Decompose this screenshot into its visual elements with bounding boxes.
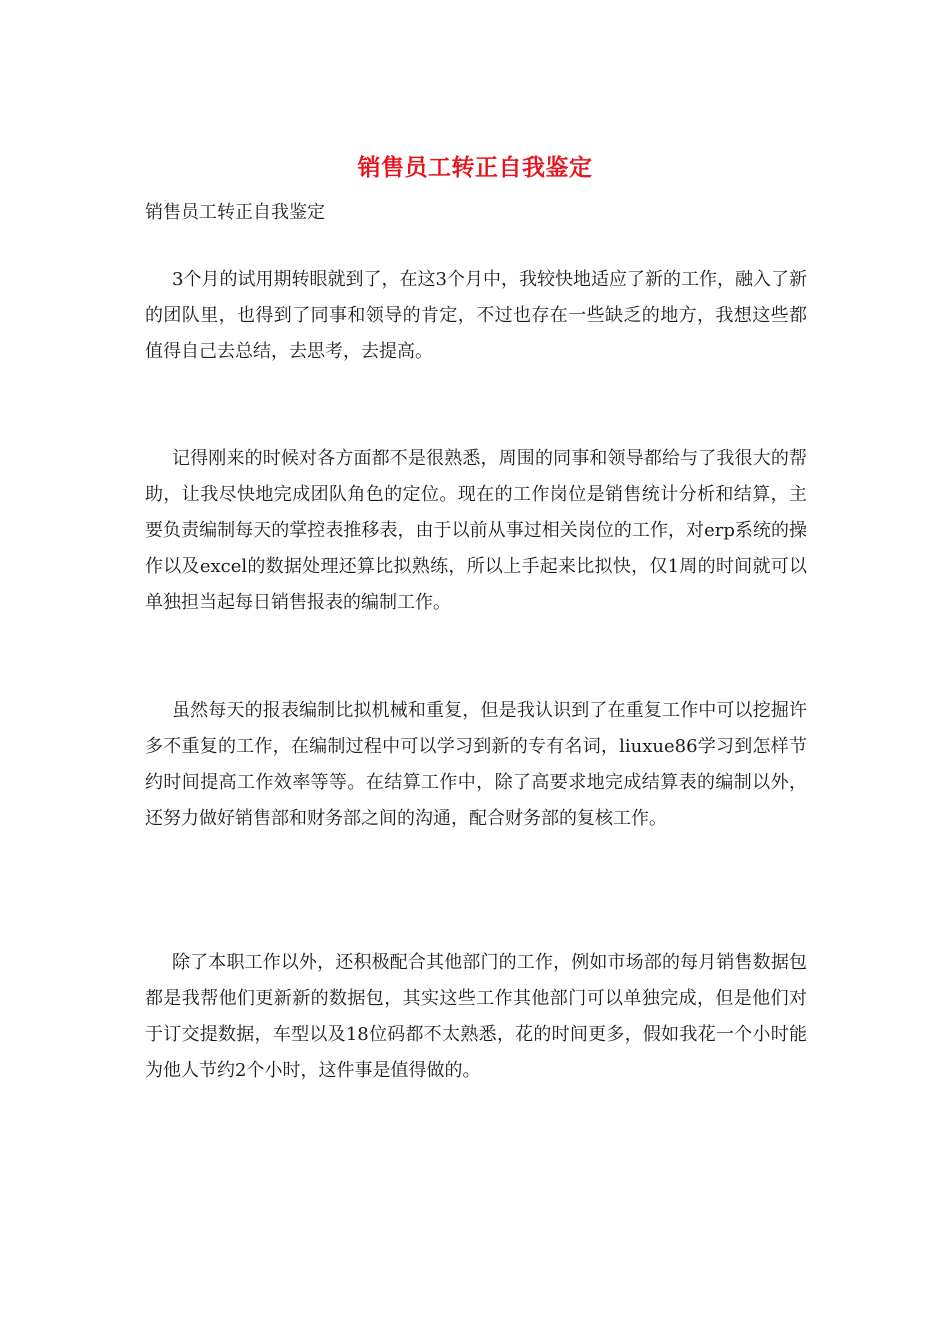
paragraph-4: 除了本职工作以外，还积极配合其他部门的工作，例如市场部的每月销售数据包都是我帮他们更新新的数据包，其实这些工作其他部门可以单独完成，但是他们对于订交提数据，车型以及18位码都不太熟悉，花的时间更多，假如我花一个小时能为他人节约2个小时，这件事是值得做的。 (145, 952, 807, 1081)
paragraph-3: 虽然每天的报表编制比拟机械和重复，但是我认识到了在重复工作中可以挖掘许多不重复的工作，在编制过程中可以学习到新的专有名词，liuxue86学习到怎样节约时间提高工作效率等等。在结算工作中，除了高要求地完成结算表的编制以外，还努力做好销售部和财务部之间的沟通，配合财务部的复核工作。 (145, 700, 807, 829)
paragraph-2: 记得刚来的时候对各方面都不是很熟悉，周围的同事和领导都给与了我很大的帮助，让我尽快地完成团队角色的定位。现在的工作岗位是销售统计分析和结算，主要负责编制每天的掌控表推移表，由于以前从事过相关岗位的工作，对erp系统的操作以及excel的数据处理还算比拟熟练，所以上手起来比拟快，仅1周的时间就可以单独担当起每日销售报表的编制工作。 (145, 448, 807, 613)
document-subtitle: 销售员工转正自我鉴定 (145, 202, 325, 223)
paragraph-1: 3个月的试用期转眼就到了，在这3个月中，我较快地适应了新的工作，融入了新的团队里，也得到了同事和领导的肯定，不过也存在一些缺乏的地方，我想这些都值得自己去总结，去思考，去提高。 (145, 269, 807, 362)
document-title: 销售员工转正自我鉴定 (357, 154, 593, 181)
